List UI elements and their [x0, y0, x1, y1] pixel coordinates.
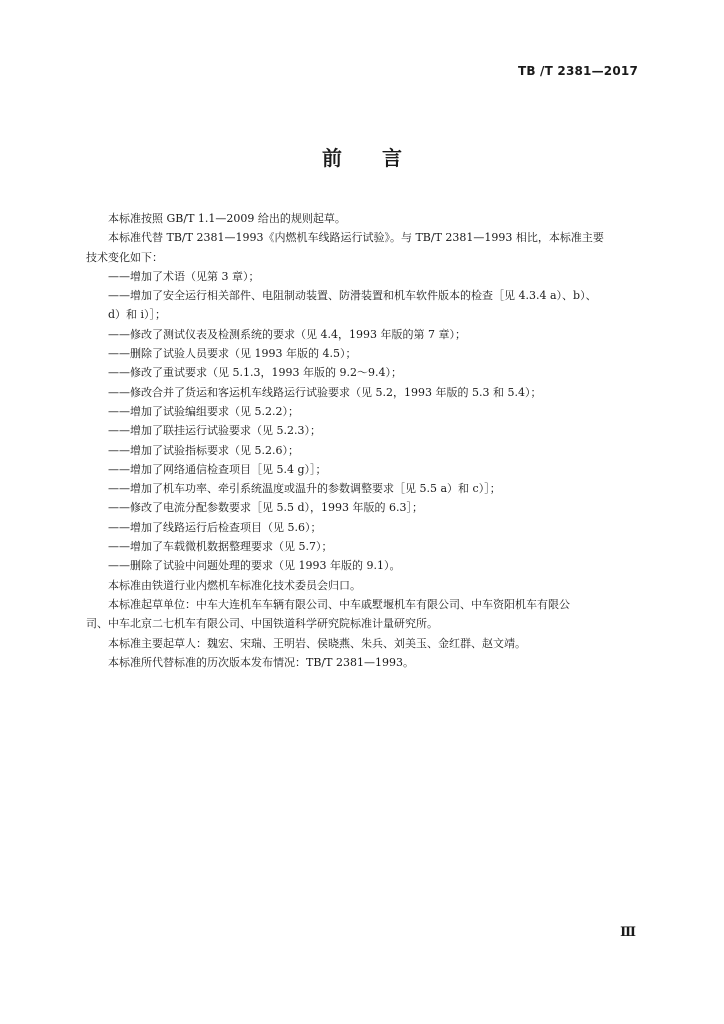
change-list-item: ——修改了测试仪表及检测系统的要求（见 4.4，1993 年版的第 7 章）； [108, 327, 466, 341]
change-list-item: ——删除了试验人员要求（见 1993 年版的 4.5）； [108, 347, 357, 361]
foreword-body [86, 209, 646, 672]
standard-code: TB /T 2381—2017 [517, 64, 638, 78]
body-paragraph: 技术变化如下： [86, 250, 163, 264]
change-list-item: ——增加了试验编组要求（见 5.2.2）； [108, 404, 299, 418]
change-list-item: ——增加了安全运行相关部件、电阻制动装置、防滑装置和机车软件版本的检查［见 4.3.4 a）、b）、 [108, 289, 597, 303]
change-list-item: ——修改了电流分配参数要求［见 5.5 d），1993 年版的 6.3］； [108, 501, 424, 515]
body-paragraph: 司、中车北京二七机车有限公司、中国铁道科学研究院标准计量研究所。 [86, 617, 438, 631]
body-paragraph: 本标准代替 TB/T 2381—1993《内燃机车线路运行试验》。与 TB/T 2381—1993 相比，本标准主要 [108, 231, 604, 245]
change-list-item: ——增加了术语（见第 3 章）； [108, 269, 260, 283]
body-paragraph: 本标准所代替标准的历次版本发布情况：TB/T 2381—1993。 [108, 655, 414, 669]
change-list-item: ——增加了线路运行后检查项目（见 5.6）； [108, 520, 322, 534]
change-list-item: ——删除了试验中问题处理的要求（见 1993 年版的 9.1）。 [108, 559, 401, 573]
change-list-item: ——修改合并了货运和客运机车线路运行试验要求（见 5.2，1993 年版的 5.3 和 5.4）； [108, 385, 542, 399]
change-list-item: ——增加了车载微机数据整理要求（见 5.7）； [108, 540, 333, 554]
change-list-item: ——修改了重试要求（见 5.1.3，1993 年版的 9.2～9.4）； [108, 366, 402, 380]
change-list-item: ——增加了试验指标要求（见 5.2.6）； [108, 443, 299, 457]
body-paragraph: 本标准按照 GB/T 1.1—2009 给出的规则起草。 [108, 212, 346, 225]
change-list-item: ——增加了联挂运行试验要求（见 5.2.3）； [108, 424, 321, 438]
page-title: 前言 [322, 146, 442, 170]
body-paragraph: 本标准起草单位：中车大连机车车辆有限公司、中车戚墅堰机车有限公司、中车资阳机车有限公 [108, 597, 570, 611]
page-number: Ⅲ [620, 925, 636, 940]
body-paragraph: 本标准由铁道行业内燃机车标准化技术委员会归口。 [108, 578, 361, 592]
body-paragraph: d）和 i）］； [108, 308, 167, 322]
body-paragraph: 本标准主要起草人：魏宏、宋瑞、王明岩、侯晓燕、朱兵、刘美玉、金红群、赵文靖。 [108, 636, 526, 650]
change-list-item: ——增加了机车功率、牵引系统温度或温升的参数调整要求［见 5.5 a）和 c）］； [108, 482, 501, 496]
change-list-item: ——增加了网络通信检查项目［见 5.4 g）］； [108, 462, 327, 476]
